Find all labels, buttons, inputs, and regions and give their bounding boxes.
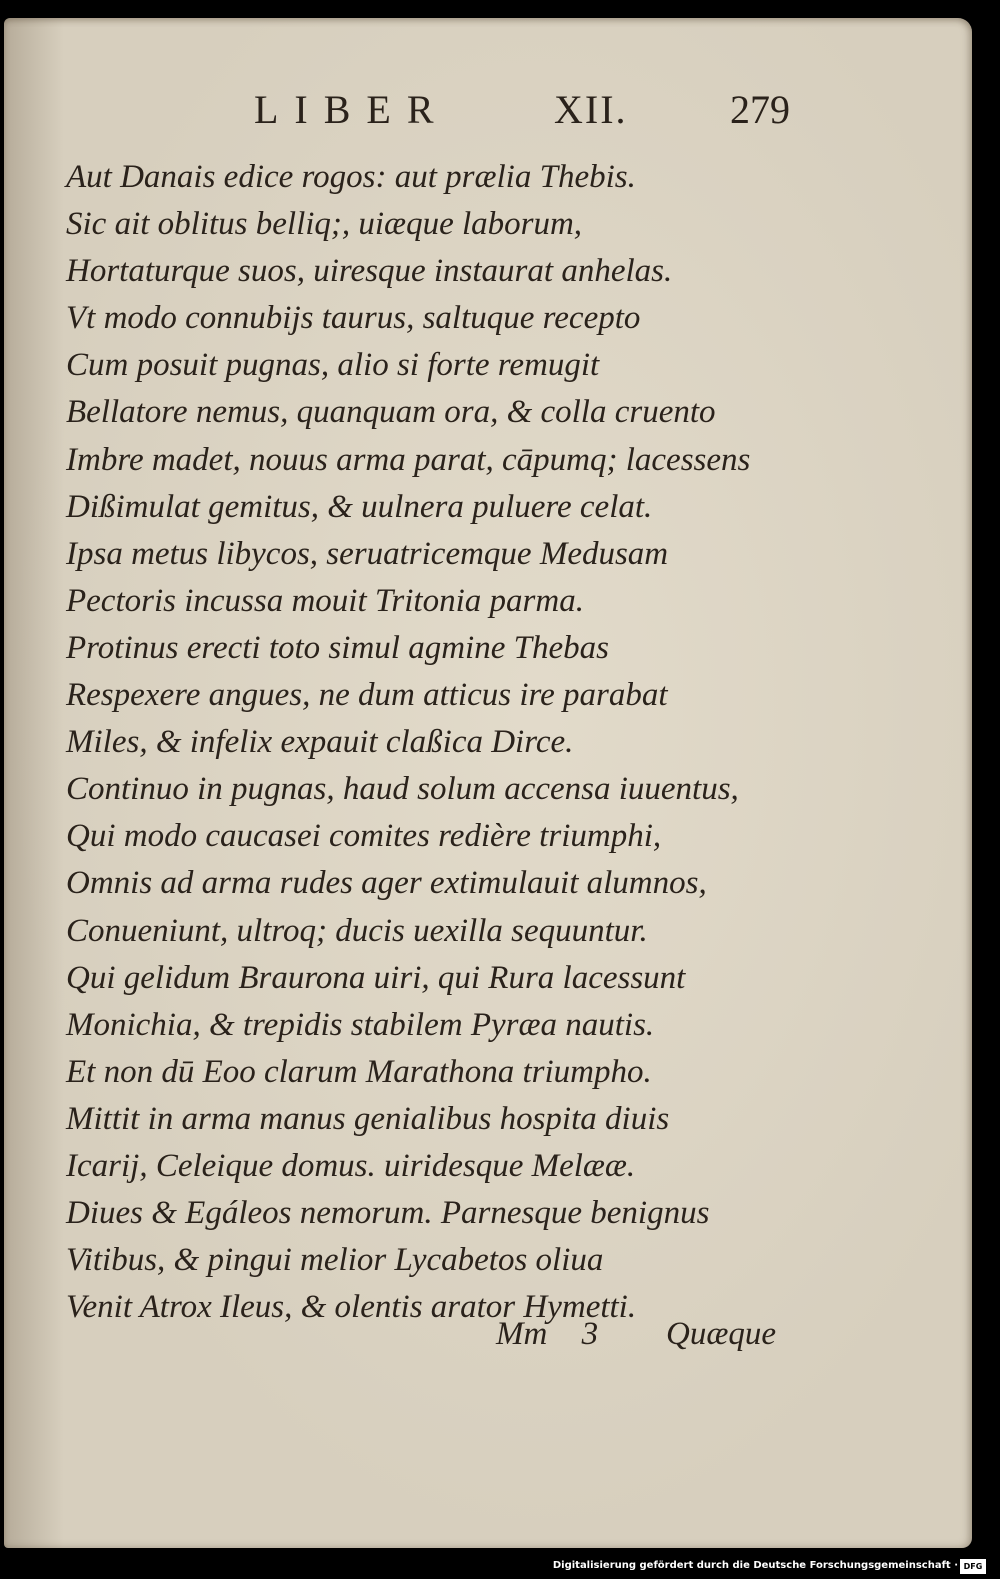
- verse-line: Aut Danais edice rogos: aut prælia Thebis.: [66, 159, 636, 195]
- verse-line: Ipsa metus libycos, seruatricemque Medusam: [66, 535, 669, 572]
- verse-line: Diues & Egáleos nemorum. Parnesque benignus: [66, 1195, 710, 1232]
- verse-line: Icarij, Celeique domus. uiridesque Melææ.: [66, 1147, 636, 1184]
- verse-line: Omnis ad arma rudes ager extimulauit alumnos,: [66, 865, 707, 902]
- dfg-logo-icon: DFG: [960, 1559, 986, 1574]
- verse-line: Imbre madet, nouus arma parat, cāpumq; lacessens: [66, 441, 751, 478]
- verse-line: Protinus erecti toto simul agmine Thebas: [66, 629, 609, 666]
- book-number: XII.: [554, 87, 628, 132]
- verse-line: Respexere angues, ne dum atticus ire parabat: [66, 677, 668, 714]
- signature-mark: Mm 3: [496, 1316, 599, 1352]
- page-footer: [4, 1316, 972, 1366]
- verse-line: Conueniunt, ultroq; ducis uexilla sequuntur.: [66, 912, 648, 949]
- book-page: [4, 18, 972, 1548]
- running-title: LIBER: [254, 87, 450, 132]
- verse-line: Continuo in pugnas, haud solum accensa iuuentus,: [66, 771, 739, 808]
- verse-line: Qui modo caucasei comites redière triumphi,: [66, 818, 662, 855]
- funding-credit: Digitalisierung gefördert durch die Deutsche Forschungsgemeinschaft ·: [552, 1560, 958, 1571]
- verse-line: Venit Atrox Ileus, & olentis arator Hymetti.: [66, 1289, 637, 1326]
- verse-list: [66, 154, 826, 1331]
- verse-line: Vt modo connubijs taurus, saltuque recepto: [66, 300, 641, 337]
- verse-line: Monichia, & trepidis stabilem Pyræa nautis.: [66, 1006, 655, 1043]
- page-header: [4, 86, 972, 138]
- verse-line: Vitibus, & pingui melior Lycabetos oliua: [66, 1242, 604, 1279]
- verse-line: Et non dū Eoo clarum Marathona triumpho.: [66, 1053, 652, 1090]
- verse-line: Miles, & infelix expauit claßica Dirce.: [66, 724, 574, 761]
- verse-line: Pectoris incussa mouit Tritonia parma.: [66, 582, 584, 619]
- verse-line: Qui gelidum Braurona uiri, qui Rura lacessunt: [66, 959, 686, 996]
- page-number: 279: [730, 87, 790, 132]
- catchword: Quæque: [666, 1316, 776, 1352]
- verse-line: Bellatore nemus, quanquam ora, & colla cruento: [66, 394, 716, 431]
- verse-line: Sic ait oblitus belliq;, uiæque laborum,: [66, 206, 583, 243]
- verse-line: Mittit in arma manus genialibus hospita diuis: [66, 1100, 670, 1137]
- verse-line: Dißimulat gemitus, & uulnera puluere celat.: [66, 488, 653, 525]
- verse-line: Cum posuit pugnas, alio si forte remugit: [66, 347, 600, 384]
- verse-line: Hortaturque suos, uiresque instaurat anhelas.: [66, 253, 673, 290]
